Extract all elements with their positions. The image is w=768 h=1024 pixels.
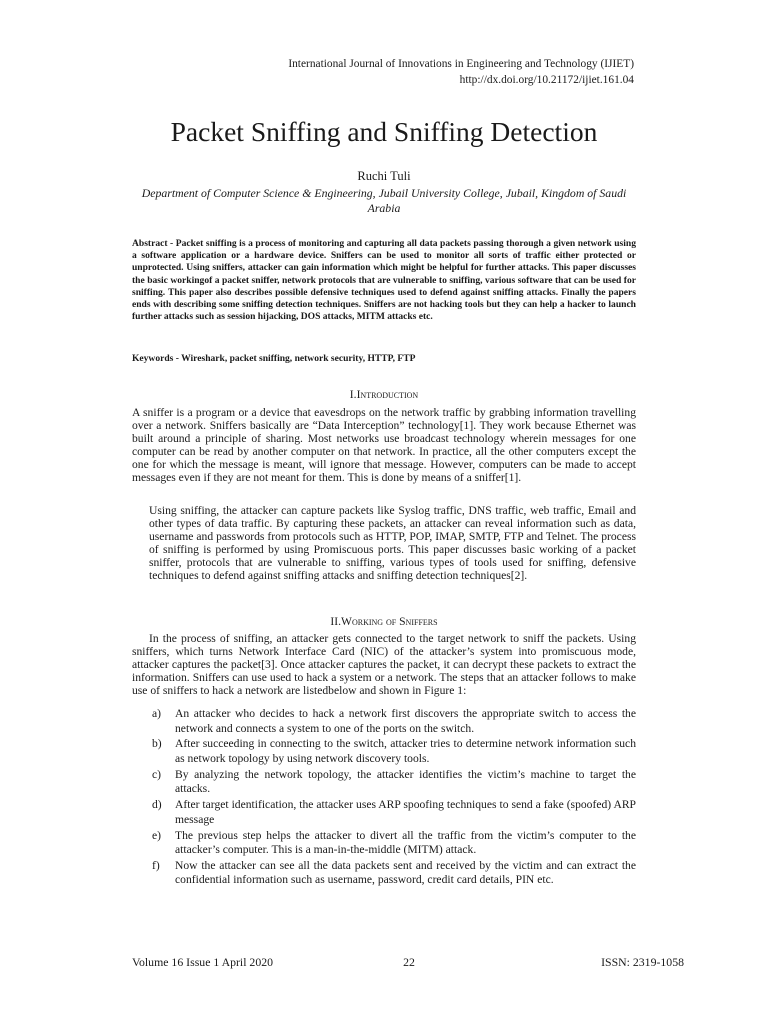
footer-issn: ISSN: 2319-1058 xyxy=(601,955,684,969)
list-item-text: An attacker who decides to hack a network first discovers the appropriate switch to access the network and connects a system to one of the ports on the switch. xyxy=(175,707,636,735)
attack-steps-list xyxy=(152,707,636,889)
author-affiliation: Department of Computer Science & Engineering, Jubail University College, Jubail, Kingdom of Saudi Arabia xyxy=(141,186,627,215)
list-item-label: e) xyxy=(152,828,162,842)
list-item-label: a) xyxy=(152,707,162,720)
list-item xyxy=(152,707,636,736)
paper-title: Packet Sniffing and Sniffing Detection xyxy=(170,116,598,147)
section-title: Working of Sniffers xyxy=(341,615,438,628)
keywords: Keywords - Wireshark, packet sniffing, network security, HTTP, FTP xyxy=(132,353,416,364)
journal-header xyxy=(288,56,634,88)
list-item-text: The previous step helps the attacker to divert all the traffic from the victim’s computer to the attacker’s computer. This is a man-in-the-middle (MITM) attack. xyxy=(175,828,636,857)
abstract: Abstract - Packet sniffing is a process of monitoring and capturing all data packets passing thorough a given network using a software application or a hardware device. Sniffers can be used to monitor all sorts of traffic either protected or unprotected. Using sniffers, attacker can gain information which might be helpful for further attacks. This paper discusses the basic workingof a packet sniffer, network protocols that are vulnerable to sniffing, various software that can be used for sniffing. This paper also describes possible defensive techniques used to defend against sniffing attacks. Finally the papers ends with describing some sniffing detection techniques. Sniffers are not hacking tools but they can help a hacker to launch further attacks such as session hijacking, DOS attacks, MITM attacks etc. xyxy=(132,238,636,323)
list-item xyxy=(152,768,636,797)
author-name: Ruchi Tuli xyxy=(357,169,411,183)
list-item xyxy=(152,859,636,888)
footer-volume: Volume 16 Issue 1 April 2020 xyxy=(132,955,274,969)
list-item xyxy=(152,737,636,766)
list-item-text: After succeeding in connecting to the switch, attacker tries to determine network information such as network topology by using network discovery tools. xyxy=(175,737,636,765)
intro-paragraph-2: Using sniffing, the attacker can capture packets like Syslog traffic, DNS traffic, web traffic, Email and other types of data traffic. By capturing these packets, an attacker can reveal information such as data, username and passwords from protocols such as HTTP, POP, IMAP, SMTP, FTP and Telnet. The process of sniffing is performed by using Promiscuous ports. This paper discusses basic working of a packet sniffer, protocols that are vulnerable to sniffing, various types of tools used for sniffing, defensive techniques to defend against sniffing attacks and sniffing detection techniques[2]. xyxy=(149,504,636,582)
section-heading-introduction xyxy=(0,388,768,402)
list-item xyxy=(152,798,636,827)
footer-page-number: 22 xyxy=(403,955,415,969)
list-item-label: f) xyxy=(152,858,160,872)
working-paragraph-1: In the process of sniffing, an attacker gets connected to the target network to sniff the packets. Using sniffers, which turns Network Interface Card (NIC) of the attacker’s system into promiscuous mode, attacker captures the packet[3]. Once attacker captures the packet, it can decrypt these packets to extract the information. Sniffers can use used to hack a system or a network. The steps that an attacker follows to make use of sniffers to hack a network are listedbelow and shown in Figure 1: xyxy=(132,632,636,697)
intro-paragraph-1: A sniffer is a program or a device that eavesdrops on the network traffic by grabbing information travelling over a network. Sniffers basically are “Data Interception” technology[1]. They work because Ethernet was built around a principle of sharing. Most networks use broadcast technology wherein messages for one computer can be read by another computer on that network. In practice, all the other computers except the one for which the message is meant, will ignore that message. However, computers can be made to accept messages even if they are not meant for them. This is done by means of a sniffer[1]. xyxy=(132,406,636,484)
list-item xyxy=(152,829,636,858)
doi-link[interactable]: http://dx.doi.org/10.21172/ijiet.161.04 xyxy=(459,74,634,86)
journal-name: International Journal of Innovations in Engineering and Technology (IJIET) xyxy=(288,58,634,70)
section-title: Introduction xyxy=(356,388,419,401)
list-item-text: After target identification, the attacker uses ARP spoofing techniques to send a fake (spoofed) ARP message xyxy=(175,798,636,826)
section-heading-working-of-sniffers xyxy=(0,615,768,629)
list-item-text: Now the attacker can see all the data packets sent and received by the victim and can extract the confidential information such as username, password, credit card details, PIN etc. xyxy=(175,858,636,887)
list-item-label: d) xyxy=(152,798,162,812)
section-number: II. xyxy=(330,615,342,628)
list-item-label: c) xyxy=(152,767,162,781)
section-number: I. xyxy=(349,388,357,401)
list-item-label: b) xyxy=(152,737,162,751)
list-item-text: By analyzing the network topology, the attacker identifies the victim’s machine to target the attacks. xyxy=(175,767,636,796)
